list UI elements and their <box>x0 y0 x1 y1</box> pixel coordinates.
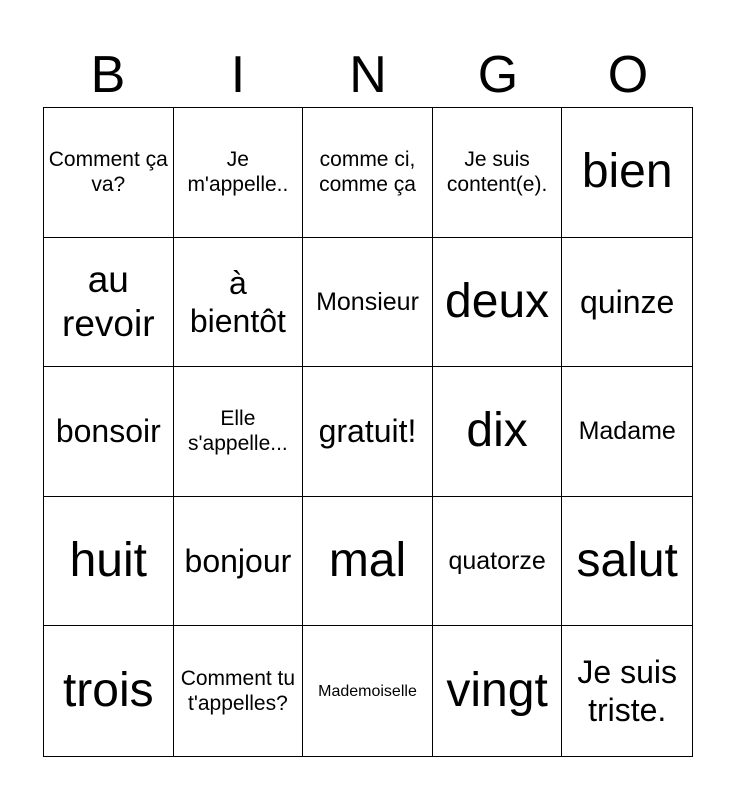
bingo-cell[interactable]: salut <box>562 497 692 627</box>
header-letter-g: G <box>477 46 519 104</box>
header-letter-o: O <box>607 46 649 104</box>
bingo-cell[interactable]: Je m'appelle.. <box>174 108 304 238</box>
bingo-cell[interactable]: bien <box>562 108 692 238</box>
header-letter-b: B <box>90 46 126 104</box>
bingo-cell[interactable]: mal <box>303 497 433 627</box>
bingo-board <box>43 107 693 757</box>
bingo-cell[interactable]: deux <box>433 238 563 368</box>
bingo-cell[interactable]: vingt <box>433 626 563 756</box>
bingo-cell[interactable]: Je suis content(e). <box>433 108 563 238</box>
bingo-cell[interactable]: Mademoiselle <box>303 626 433 756</box>
bingo-cell[interactable]: Je suis triste. <box>577 653 677 729</box>
bingo-cell[interactable]: bonjour <box>174 497 304 627</box>
bingo-cell[interactable]: à bientôt <box>174 238 304 368</box>
bingo-cell[interactable]: huit <box>44 497 174 627</box>
bingo-cell[interactable]: Madame <box>562 367 692 497</box>
bingo-cell[interactable]: quatorze <box>433 497 563 627</box>
bingo-cell[interactable]: Comment tu t'appelles? <box>174 626 304 756</box>
bingo-cell[interactable]: bonsoir <box>44 367 174 497</box>
bingo-cell[interactable]: Elle s'appelle... <box>174 367 304 497</box>
bingo-cell[interactable]: dix <box>433 367 563 497</box>
bingo-cell[interactable]: Monsieur <box>303 238 433 368</box>
header-letter-n: N <box>349 46 387 104</box>
bingo-cell[interactable]: au revoir <box>44 238 174 368</box>
header-letter-i: I <box>230 46 246 104</box>
bingo-cell[interactable]: gratuit! <box>303 367 433 497</box>
bingo-cell[interactable]: comme ci, comme ça <box>303 108 433 238</box>
bingo-cell[interactable]: trois <box>44 626 174 756</box>
bingo-header <box>43 42 693 108</box>
bingo-cell[interactable]: quinze <box>562 238 692 368</box>
bingo-cell[interactable]: Comment ça va? <box>44 108 174 238</box>
